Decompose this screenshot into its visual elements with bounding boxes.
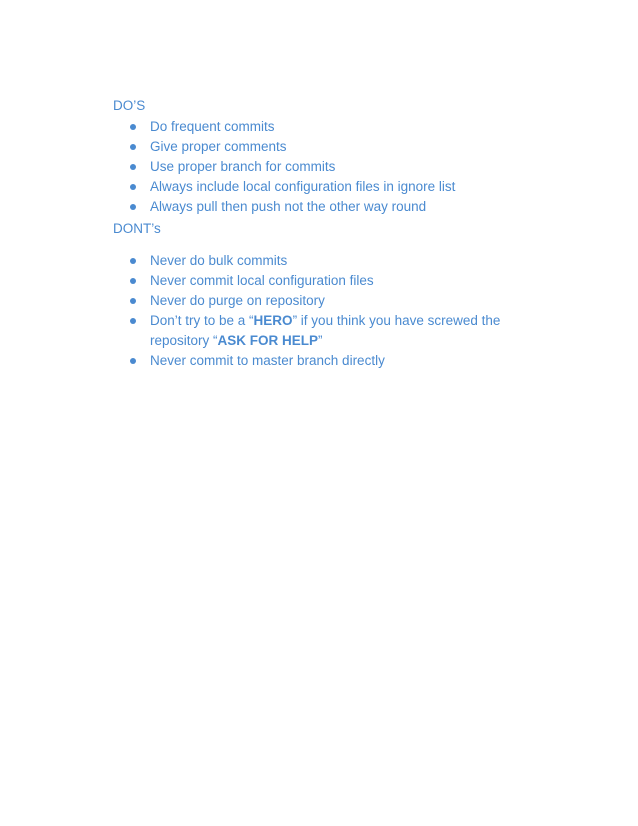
list-item-text: Always pull then push not the other way round [150, 199, 427, 214]
list-item-hero [150, 311, 533, 351]
document-content [113, 96, 533, 371]
list-item-text: Do frequent commits [150, 119, 275, 134]
list-item [150, 291, 533, 311]
hero-emphasis: HERO [253, 313, 293, 328]
list-item-text: Never commit to master branch directly [150, 353, 385, 368]
donts-heading: DONT’s [113, 221, 161, 236]
list-item [150, 271, 533, 291]
list-item [150, 251, 533, 271]
hero-text-part1: Don’t try to be a “ [150, 313, 254, 328]
list-item-text: Never commit local configuration files [150, 273, 374, 288]
bullet-dot-icon [130, 144, 136, 150]
list-item-text: Never do purge on repository [150, 293, 325, 308]
list-item-text: Use proper branch for commits [150, 159, 336, 174]
hero-text-part3: ” [318, 333, 323, 348]
dos-heading: DO’S [113, 98, 146, 113]
list-item [150, 197, 533, 217]
bullet-dot-icon [130, 298, 136, 304]
bullet-dot-icon [130, 278, 136, 284]
bullet-dot-icon [130, 318, 136, 324]
bullet-dot-icon [130, 164, 136, 170]
bullet-dot-icon [130, 184, 136, 190]
list-item-text: Always include local configuration files in ignore list [150, 179, 456, 194]
list-item [150, 117, 533, 137]
ask-for-help-emphasis: ASK FOR HELP [217, 333, 319, 348]
list-item [150, 177, 533, 197]
list-item [150, 157, 533, 177]
bullet-dot-icon [130, 258, 136, 264]
dos-list [113, 117, 533, 217]
bullet-dot-icon [130, 358, 136, 364]
hero-text-part2: ” if you think you have screwed the repository “ [150, 313, 501, 348]
list-item-text: Never do bulk commits [150, 253, 288, 268]
donts-list [113, 251, 533, 371]
list-item-text: Give proper comments [150, 139, 287, 154]
list-item [150, 137, 533, 157]
bullet-dot-icon [130, 124, 136, 130]
bullet-dot-icon [130, 204, 136, 210]
list-item [150, 351, 533, 371]
